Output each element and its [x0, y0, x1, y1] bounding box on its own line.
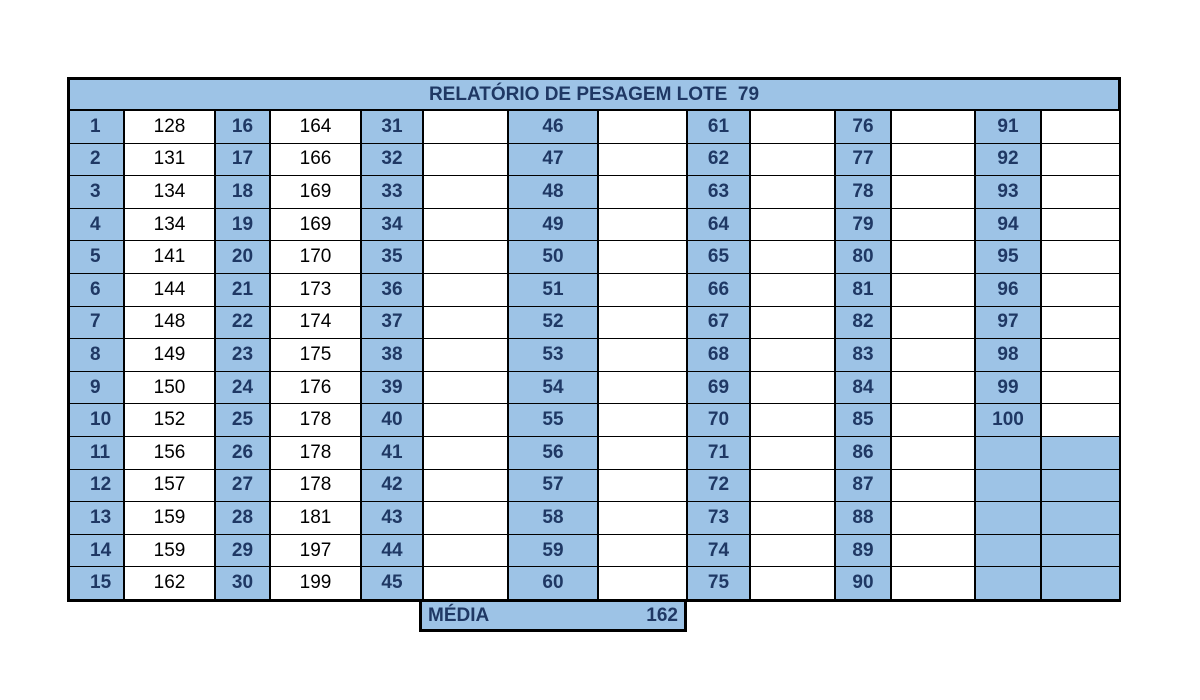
row-number-cell: 43: [362, 502, 424, 534]
row-number-cell: 25: [216, 404, 271, 436]
row-number-cell: 9: [70, 372, 125, 404]
weight-cell: 176: [271, 372, 362, 404]
row-number-cell: 50: [509, 241, 599, 273]
row-number-cell: 77: [836, 144, 892, 176]
weight-cell: [1042, 404, 1119, 436]
weight-cell: [892, 144, 976, 176]
row-number-cell: 88: [836, 502, 892, 534]
row-number-cell: 46: [509, 111, 599, 143]
average-value: 162: [646, 604, 678, 626]
row-number-cell: 47: [509, 144, 599, 176]
weight-cell: [1042, 307, 1119, 339]
row-number-cell: 69: [688, 372, 751, 404]
weight-cell: [599, 144, 688, 176]
weight-cell: [599, 502, 688, 534]
weight-cell: 157: [125, 470, 216, 502]
row-number-cell: 96: [976, 274, 1042, 306]
weight-cell: [751, 111, 836, 143]
weight-cell: [751, 535, 836, 567]
weight-cell: [892, 307, 976, 339]
row-number-cell: 21: [216, 274, 271, 306]
weight-cell: [424, 567, 509, 599]
row-number-cell: 55: [509, 404, 599, 436]
row-number-cell: 10: [70, 404, 125, 436]
weight-cell: [1042, 567, 1119, 599]
weight-cell: [892, 372, 976, 404]
row-number-cell: 71: [688, 437, 751, 469]
report-title: RELATÓRIO DE PESAGEM LOTE 79: [70, 80, 1118, 111]
weight-cell: [424, 176, 509, 208]
weight-cell: [424, 404, 509, 436]
row-number-cell: 92: [976, 144, 1042, 176]
row-number-cell: 33: [362, 176, 424, 208]
row-number-cell: 73: [688, 502, 751, 534]
weight-cell: [1042, 437, 1119, 469]
row-number-cell: 30: [216, 567, 271, 599]
row-number-cell: 28: [216, 502, 271, 534]
weight-cell: [599, 176, 688, 208]
weight-cell: [424, 372, 509, 404]
weight-cell: [599, 437, 688, 469]
weight-cell: [1042, 372, 1119, 404]
row-number-cell: 89: [836, 535, 892, 567]
row-number-cell: 83: [836, 339, 892, 371]
weight-cell: [599, 470, 688, 502]
row-number-cell: 84: [836, 372, 892, 404]
row-number-cell: 79: [836, 209, 892, 241]
row-number-cell: 24: [216, 372, 271, 404]
row-number-cell: 38: [362, 339, 424, 371]
weight-cell: [892, 502, 976, 534]
weight-cell: [892, 274, 976, 306]
row-number-cell: 3: [70, 176, 125, 208]
weight-cell: [1042, 535, 1119, 567]
row-number-cell: 31: [362, 111, 424, 143]
row-number-cell: 8: [70, 339, 125, 371]
row-number-cell: 52: [509, 307, 599, 339]
row-number-cell: [976, 437, 1042, 469]
row-number-cell: 26: [216, 437, 271, 469]
weight-cell: 159: [125, 535, 216, 567]
row-number-cell: 100: [976, 404, 1042, 436]
weight-cell: [892, 404, 976, 436]
row-number-cell: 49: [509, 209, 599, 241]
weight-cell: [751, 241, 836, 273]
row-number-cell: 54: [509, 372, 599, 404]
row-number-cell: 36: [362, 274, 424, 306]
weight-cell: [599, 339, 688, 371]
weight-cell: 166: [271, 144, 362, 176]
weight-cell: [599, 404, 688, 436]
row-number-cell: 12: [70, 470, 125, 502]
weight-cell: [599, 372, 688, 404]
row-number-cell: 57: [509, 470, 599, 502]
weight-cell: 164: [271, 111, 362, 143]
row-number-cell: 86: [836, 437, 892, 469]
weight-cell: 159: [125, 502, 216, 534]
row-number-cell: 67: [688, 307, 751, 339]
weight-cell: 162: [125, 567, 216, 599]
row-number-cell: 59: [509, 535, 599, 567]
weight-cell: [424, 241, 509, 273]
weight-cell: [599, 241, 688, 273]
weight-cell: 174: [271, 307, 362, 339]
weight-cell: [751, 339, 836, 371]
weight-cell: 156: [125, 437, 216, 469]
weight-cell: [892, 437, 976, 469]
weight-cell: [1042, 209, 1119, 241]
weight-cell: [892, 535, 976, 567]
row-number-cell: 62: [688, 144, 751, 176]
row-number-cell: 65: [688, 241, 751, 273]
row-number-cell: 56: [509, 437, 599, 469]
row-number-cell: 11: [70, 437, 125, 469]
weight-cell: [599, 111, 688, 143]
row-number-cell: 20: [216, 241, 271, 273]
row-number-cell: 41: [362, 437, 424, 469]
row-number-cell: 63: [688, 176, 751, 208]
row-number-cell: 98: [976, 339, 1042, 371]
row-number-cell: [976, 470, 1042, 502]
weight-cell: [1042, 470, 1119, 502]
row-number-cell: 1: [70, 111, 125, 143]
weight-cell: [751, 437, 836, 469]
row-number-cell: 51: [509, 274, 599, 306]
row-number-cell: 2: [70, 144, 125, 176]
row-number-cell: 17: [216, 144, 271, 176]
weight-cell: [424, 339, 509, 371]
weight-cell: [751, 502, 836, 534]
weights-grid: [70, 111, 1118, 599]
row-number-cell: [976, 567, 1042, 599]
weight-cell: [424, 111, 509, 143]
row-number-cell: 85: [836, 404, 892, 436]
weight-cell: [751, 144, 836, 176]
weight-cell: [424, 274, 509, 306]
weight-cell: [751, 176, 836, 208]
weight-cell: 134: [125, 209, 216, 241]
weight-cell: [599, 567, 688, 599]
row-number-cell: 70: [688, 404, 751, 436]
weight-cell: [1042, 241, 1119, 273]
weight-cell: [599, 209, 688, 241]
row-number-cell: 22: [216, 307, 271, 339]
row-number-cell: 14: [70, 535, 125, 567]
weight-cell: 178: [271, 437, 362, 469]
row-number-cell: 90: [836, 567, 892, 599]
weight-cell: 178: [271, 404, 362, 436]
weight-cell: 197: [271, 535, 362, 567]
row-number-cell: 19: [216, 209, 271, 241]
row-number-cell: 81: [836, 274, 892, 306]
row-number-cell: 44: [362, 535, 424, 567]
row-number-cell: 16: [216, 111, 271, 143]
weight-cell: 144: [125, 274, 216, 306]
weight-cell: 148: [125, 307, 216, 339]
row-number-cell: 32: [362, 144, 424, 176]
row-number-cell: 61: [688, 111, 751, 143]
weight-cell: 170: [271, 241, 362, 273]
weight-cell: [751, 567, 836, 599]
row-number-cell: 66: [688, 274, 751, 306]
row-number-cell: 82: [836, 307, 892, 339]
weight-cell: [599, 307, 688, 339]
row-number-cell: 87: [836, 470, 892, 502]
weight-cell: [1042, 144, 1119, 176]
row-number-cell: 74: [688, 535, 751, 567]
row-number-cell: 97: [976, 307, 1042, 339]
weight-cell: [424, 470, 509, 502]
row-number-cell: 99: [976, 372, 1042, 404]
row-number-cell: 72: [688, 470, 751, 502]
weight-cell: [892, 176, 976, 208]
row-number-cell: 75: [688, 567, 751, 599]
row-number-cell: 60: [509, 567, 599, 599]
weight-cell: [892, 241, 976, 273]
weight-cell: [1042, 274, 1119, 306]
row-number-cell: 53: [509, 339, 599, 371]
row-number-cell: 4: [70, 209, 125, 241]
row-number-cell: 18: [216, 176, 271, 208]
weight-cell: [751, 209, 836, 241]
row-number-cell: 76: [836, 111, 892, 143]
row-number-cell: 35: [362, 241, 424, 273]
average-label: MÉDIA: [428, 604, 490, 626]
row-number-cell: 94: [976, 209, 1042, 241]
weight-cell: 175: [271, 339, 362, 371]
row-number-cell: [976, 502, 1042, 534]
weight-cell: [751, 470, 836, 502]
weight-cell: [751, 404, 836, 436]
row-number-cell: 15: [70, 567, 125, 599]
row-number-cell: 5: [70, 241, 125, 273]
row-number-cell: 78: [836, 176, 892, 208]
row-number-cell: 68: [688, 339, 751, 371]
weight-cell: 173: [271, 274, 362, 306]
row-number-cell: 7: [70, 307, 125, 339]
average-box: [419, 599, 687, 632]
row-number-cell: 34: [362, 209, 424, 241]
weight-cell: [599, 535, 688, 567]
row-number-cell: 48: [509, 176, 599, 208]
weight-cell: [1042, 339, 1119, 371]
row-number-cell: 37: [362, 307, 424, 339]
weight-cell: 169: [271, 176, 362, 208]
row-number-cell: 95: [976, 241, 1042, 273]
weight-cell: 141: [125, 241, 216, 273]
weight-cell: [1042, 176, 1119, 208]
weight-cell: [751, 372, 836, 404]
row-number-cell: 42: [362, 470, 424, 502]
weight-cell: 181: [271, 502, 362, 534]
row-number-cell: 40: [362, 404, 424, 436]
weight-cell: [599, 274, 688, 306]
weight-cell: [1042, 502, 1119, 534]
row-number-cell: 39: [362, 372, 424, 404]
row-number-cell: 27: [216, 470, 271, 502]
row-number-cell: [976, 535, 1042, 567]
weight-cell: [424, 144, 509, 176]
row-number-cell: 91: [976, 111, 1042, 143]
weight-cell: [424, 502, 509, 534]
weight-cell: 149: [125, 339, 216, 371]
weight-cell: [751, 274, 836, 306]
row-number-cell: 58: [509, 502, 599, 534]
weighing-report-table: [67, 77, 1121, 602]
weight-cell: 150: [125, 372, 216, 404]
weight-cell: 169: [271, 209, 362, 241]
row-number-cell: 64: [688, 209, 751, 241]
weight-cell: 152: [125, 404, 216, 436]
row-number-cell: 45: [362, 567, 424, 599]
weight-cell: [892, 567, 976, 599]
weight-cell: [892, 470, 976, 502]
weight-cell: [892, 209, 976, 241]
weight-cell: 178: [271, 470, 362, 502]
row-number-cell: 6: [70, 274, 125, 306]
weight-cell: 128: [125, 111, 216, 143]
weight-cell: 134: [125, 176, 216, 208]
row-number-cell: 23: [216, 339, 271, 371]
row-number-cell: 93: [976, 176, 1042, 208]
weight-cell: [424, 437, 509, 469]
row-number-cell: 13: [70, 502, 125, 534]
weight-cell: [1042, 111, 1119, 143]
weight-cell: [892, 111, 976, 143]
row-number-cell: 80: [836, 241, 892, 273]
weight-cell: 199: [271, 567, 362, 599]
weight-cell: [892, 339, 976, 371]
row-number-cell: 29: [216, 535, 271, 567]
weight-cell: [424, 307, 509, 339]
weight-cell: [751, 307, 836, 339]
weight-cell: [424, 209, 509, 241]
weight-cell: 131: [125, 144, 216, 176]
weight-cell: [424, 535, 509, 567]
